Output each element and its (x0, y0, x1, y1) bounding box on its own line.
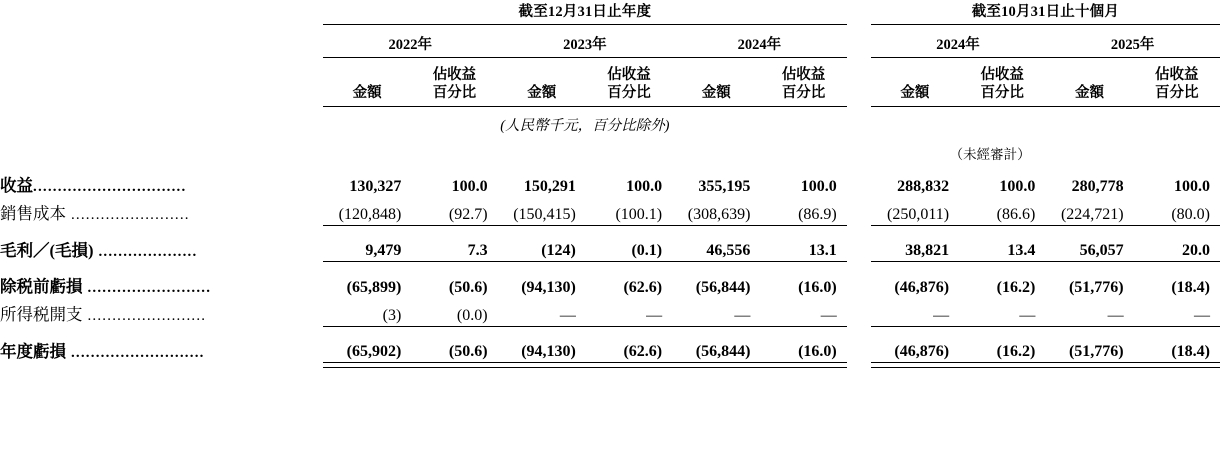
cell-value: (46,876) (894, 279, 950, 297)
year-2025-interim: 2025年 (1110, 37, 1155, 53)
row-gap (847, 197, 871, 225)
cell-value: (92.7) (411, 197, 497, 225)
unit-note: (人民幣千元，百分比除外) (500, 118, 670, 135)
cell-value: (120,848) (323, 197, 411, 225)
leader-dots: ........................ (82, 308, 207, 325)
row-gap (847, 234, 871, 262)
col-percent-2022 (411, 66, 497, 107)
double-rule-spacer (0, 363, 323, 368)
cell-value: (51,776) (1068, 279, 1124, 297)
row-label-text: 毛利／(毛損) (0, 240, 94, 260)
col-amount-2024-interim (871, 66, 959, 107)
cell-value: (46,876) (871, 335, 959, 363)
spacer-2 (0, 58, 1220, 66)
cell-value: 100.0 (1174, 178, 1210, 196)
row-label-revenue (0, 169, 323, 197)
cell-value: 280,778 (1071, 178, 1124, 196)
cell-value: 355,195 (698, 178, 751, 196)
year-gap (847, 33, 871, 58)
spacer-cell-4 (0, 225, 1220, 234)
cell-value: 56,057 (1045, 234, 1133, 262)
cell-value: (86.9) (760, 197, 846, 225)
cell-value: (16.2) (996, 279, 1036, 297)
cell-value: (16.0) (798, 279, 837, 297)
cell-value: — (760, 298, 846, 326)
cell-value: (16.2) (959, 335, 1045, 363)
cell-value: (80.0) (1134, 197, 1220, 225)
row-label-text: 年度虧損 (0, 341, 66, 361)
row-gap (847, 335, 871, 363)
double-rule-cell (1134, 363, 1220, 368)
unaudited-spacer (0, 137, 847, 164)
cell-value: (18.4) (1134, 335, 1220, 363)
leader-dots: ......................... (82, 280, 212, 297)
spacer-cell-2 (0, 58, 1220, 66)
unit-note-gap (847, 107, 871, 137)
col-amount-label-5: 金額 (1074, 85, 1104, 102)
cell-value: (50.6) (411, 335, 497, 363)
cell-value: (18.4) (1171, 279, 1210, 297)
cell-value: — (871, 298, 959, 326)
spacer-cell (0, 25, 1220, 33)
cell-value: (16.0) (760, 335, 846, 363)
row-label-loss-for-year (0, 335, 323, 363)
row-gap (847, 169, 871, 197)
year-2024-interim: 2024年 (936, 37, 980, 53)
double-rule-cell (672, 363, 760, 368)
row-label-gross-profit (0, 234, 323, 262)
col-percent-line1-5: 佔收益 (1155, 67, 1199, 83)
double-rule-cell (760, 363, 846, 368)
cell-value: — (498, 298, 586, 326)
leader-dots: ............................... (33, 179, 187, 196)
spacer (0, 25, 1220, 33)
cell-value: — (586, 298, 672, 326)
unaudited-row (0, 137, 1220, 164)
cell-value: — (1134, 298, 1220, 326)
leader-dots: ........................ (66, 207, 190, 224)
year-2022: 2022年 (388, 37, 433, 53)
cell-value: 288,832 (897, 178, 950, 196)
cell-value: 38,821 (871, 234, 959, 262)
cell-value: 7.3 (411, 234, 497, 262)
col-percent-2023 (586, 66, 672, 107)
cell-value: (65,902) (323, 335, 411, 363)
cell-value: (86.6) (959, 197, 1045, 225)
col-percent-line1-3: 佔收益 (781, 67, 826, 83)
cell-value: (224,721) (1045, 197, 1133, 225)
col-amount-2023 (498, 66, 586, 107)
col-percent-line2-2: 百分比 (607, 85, 651, 102)
row-label-text: 所得税開支 (0, 305, 83, 325)
col-gap (847, 66, 871, 107)
double-rule-gap (847, 363, 871, 368)
spacer-6 (0, 326, 1220, 335)
row-gap (847, 298, 871, 326)
cell-value: (94,130) (498, 335, 586, 363)
cell-value: (100.1) (586, 197, 672, 225)
col-percent-line2-3: 百分比 (781, 85, 826, 102)
header-col-row (0, 66, 1220, 107)
cell-value: (65,899) (346, 279, 402, 297)
col-amount-2022 (323, 66, 411, 107)
cell-value: 100.0 (800, 178, 837, 196)
col-percent-2024-interim (959, 66, 1045, 107)
unit-note-row (0, 107, 1220, 137)
col-amount-2025-interim (1045, 66, 1133, 107)
table-row (0, 234, 1220, 262)
cell-value: 46,556 (672, 234, 760, 262)
row-gap (847, 270, 871, 298)
col-percent-line1: 佔收益 (432, 67, 477, 83)
col-percent-line1-2: 佔收益 (607, 67, 651, 83)
cell-value: (56,844) (695, 279, 751, 297)
col-amount-label-2: 金額 (527, 85, 557, 102)
cell-value: 100.0 (451, 178, 488, 196)
col-amount-label-4: 金額 (900, 85, 930, 102)
cell-value: (124) (498, 234, 586, 262)
spacer-4 (0, 225, 1220, 234)
cell-value: — (959, 298, 1045, 326)
col-percent-line2-4: 百分比 (980, 85, 1024, 102)
cell-value: 100.0 (999, 178, 1036, 196)
double-rule-cell (586, 363, 672, 368)
row-label-income-tax (0, 298, 323, 326)
cell-value: (3) (323, 298, 411, 326)
col-percent-line2: 百分比 (432, 85, 477, 102)
empty-corner-3 (0, 66, 323, 107)
unit-note-spacer (0, 107, 323, 137)
spacer-cell-5 (0, 262, 1220, 271)
col-percent-2024 (760, 66, 846, 107)
row-label-cost-of-sales (0, 197, 323, 225)
double-rule-cell (871, 363, 959, 368)
cell-value: (150,415) (498, 197, 586, 225)
row-label-text: 除税前虧損 (0, 277, 83, 297)
empty-corner-2 (0, 33, 323, 58)
group-gap (847, 0, 871, 25)
spacer-cell-6 (0, 326, 1220, 335)
cell-value: (250,011) (871, 197, 959, 225)
group-label-annual: 截至12月31日止年度 (518, 4, 652, 20)
cell-value: (308,639) (672, 197, 760, 225)
col-percent-line1-4: 佔收益 (980, 67, 1024, 83)
spacer-5 (0, 262, 1220, 271)
empty-corner (0, 0, 323, 25)
cell-value: 130,327 (349, 178, 402, 196)
unaudited-note: （未經審計） (949, 147, 1031, 163)
year-2024: 2024年 (737, 37, 782, 53)
row-label-text: 銷售成本 (0, 204, 66, 224)
double-rule-cell (959, 363, 1045, 368)
leader-dots: .................... (93, 243, 198, 260)
cell-value: 9,479 (323, 234, 411, 262)
group-label-ten-months: 截至10月31日止十個月 (971, 4, 1120, 20)
row-label-text: 收益 (0, 176, 33, 196)
col-amount-label: 金額 (352, 85, 382, 102)
row-label-loss-before-tax (0, 270, 323, 298)
cell-value: 13.4 (959, 234, 1045, 262)
unit-note-right-empty (871, 107, 1220, 137)
col-percent-line2-5: 百分比 (1155, 85, 1199, 102)
cell-value: (56,844) (672, 335, 760, 363)
cell-value: 13.1 (760, 234, 846, 262)
table-row (0, 298, 1220, 326)
col-percent-2025-interim (1134, 66, 1220, 107)
cell-value: (50.6) (448, 279, 488, 297)
col-amount-label-3: 金額 (701, 85, 731, 102)
double-rule-cell (1045, 363, 1133, 368)
header-year-row (0, 33, 1220, 58)
cell-value: (62.6) (623, 279, 663, 297)
year-2023: 2023年 (563, 37, 607, 53)
double-rule-row (0, 363, 1220, 368)
leader-dots: ........................... (66, 344, 205, 361)
table-row (0, 169, 1220, 197)
cell-value: — (1045, 298, 1133, 326)
double-rule-cell (498, 363, 586, 368)
table-row (0, 197, 1220, 225)
table-row (0, 335, 1220, 363)
cell-value: (0.0) (411, 298, 497, 326)
cell-value: 20.0 (1134, 234, 1220, 262)
double-rule-cell (323, 363, 411, 368)
table-row (0, 270, 1220, 298)
cell-value: 100.0 (626, 178, 663, 196)
col-amount-2024 (672, 66, 760, 107)
cell-value: 150,291 (523, 178, 576, 196)
double-rule-cell (411, 363, 497, 368)
cell-value: (0.1) (586, 234, 672, 262)
cell-value: (51,776) (1045, 335, 1133, 363)
cell-value: (94,130) (521, 279, 576, 297)
header-group-row (0, 0, 1220, 25)
cell-value: — (672, 298, 760, 326)
cell-value: (62.6) (586, 335, 672, 363)
